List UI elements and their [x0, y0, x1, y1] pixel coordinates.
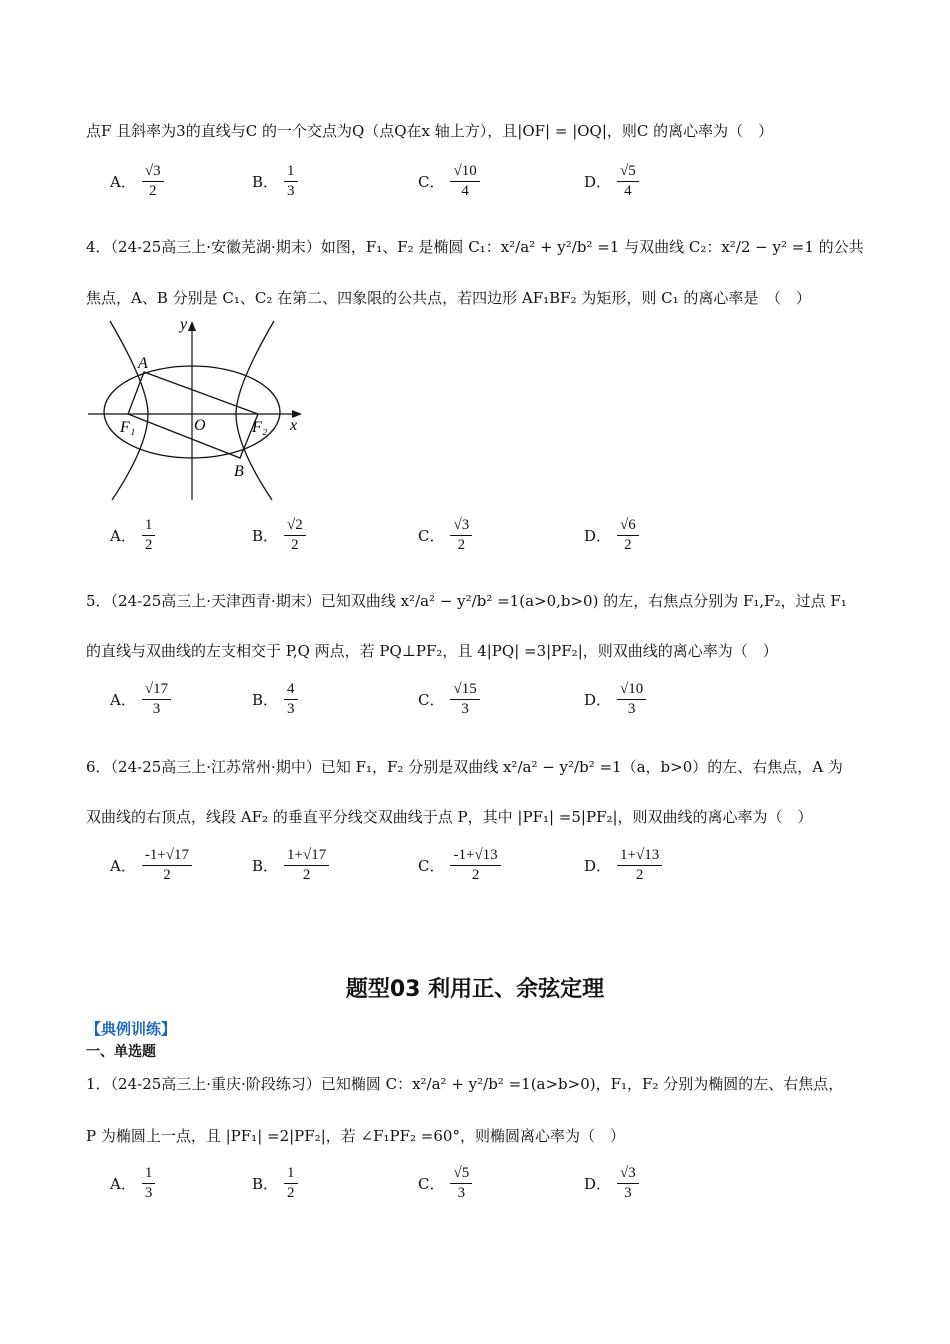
option-label: D．	[584, 173, 612, 192]
option-label: A．	[110, 857, 136, 876]
q4-option-b[interactable]	[252, 518, 306, 554]
option-fraction: $\frac{1}{3}$	[284, 164, 298, 200]
option-fraction: $\frac{1}{2}$	[142, 518, 156, 554]
option-fraction: $\frac{4}{3}$	[284, 682, 298, 718]
option-label: D．	[584, 1175, 612, 1194]
option-label: D．	[584, 527, 612, 546]
label-x: x	[290, 417, 298, 434]
q3-option-c[interactable]	[418, 164, 480, 200]
label-f2: F₂	[252, 419, 268, 436]
q6-option-b[interactable]	[252, 848, 329, 884]
option-label: C．	[418, 691, 445, 710]
y-axis-arrow	[188, 321, 196, 331]
option-fraction: $\frac{√6}{2}$	[617, 518, 639, 554]
q1-stem-line1: 1．（24-25高三上·重庆·阶段练习）已知椭圆 C：x²/a² + y²/b² =1(a>b>0)，F₁，F₂ 分别为椭圆的左、右焦点，	[86, 1075, 844, 1093]
q5-option-a[interactable]	[110, 682, 171, 718]
q5-stem-line2: 的直线与双曲线的左支相交于 P,Q 两点，若 PQ⊥PF₂，且 4|PQ| =3|PF₂|，则双曲线的离心率为（ ）	[86, 642, 778, 660]
option-fraction: $\frac{1}{2}$	[284, 1166, 298, 1202]
q6-option-c[interactable]	[418, 848, 501, 884]
q6-stem-line1: 6．（24-25高三上·江苏常州·期中）已知 F₁，F₂ 分别是双曲线 x²/a² − y²/b² =1（a，b>0）的左、右焦点，A 为	[86, 758, 843, 776]
q1-option-b[interactable]	[252, 1166, 298, 1202]
q1-stem-line2: P 为椭圆上一点，且 |PF₁| =2|PF₂|，若 ∠F₁PF₂ =60°，则椭圆离心率为（ ）	[86, 1127, 625, 1145]
q6-option-a[interactable]	[110, 848, 192, 884]
option-fraction: $\frac{√15}{3}$	[450, 682, 479, 718]
option-label: C．	[418, 527, 445, 546]
label-a: A	[138, 355, 148, 372]
option-fraction: $\frac{√2}{2}$	[284, 518, 306, 554]
q4-stem-line2: 焦点，A、B 分别是 C₁、C₂ 在第二、四象限的公共点，若四边形 AF₁BF₂ 为矩形，则 C₁ 的离心率是 （ ）	[86, 289, 811, 307]
option-label: B．	[252, 857, 279, 876]
option-label: B．	[252, 691, 279, 710]
label-f1: F₁	[120, 419, 136, 436]
q4-option-a[interactable]	[110, 518, 155, 554]
label-b: B	[234, 463, 244, 480]
q1-option-c[interactable]	[418, 1166, 472, 1202]
option-fraction: $\frac{√3}{2}$	[450, 518, 472, 554]
option-fraction: $\frac{√10}{4}$	[450, 164, 479, 200]
q3-option-d[interactable]	[584, 164, 639, 200]
option-label: C．	[418, 173, 445, 192]
q4-option-c[interactable]	[418, 518, 472, 554]
option-fraction: $\frac{-1+√17}{2}$	[142, 848, 192, 884]
q5-option-d[interactable]	[584, 682, 646, 718]
label-origin: O	[194, 417, 206, 434]
option-fraction: $\frac{√17}{3}$	[142, 682, 171, 718]
option-fraction: $\frac{√5}{4}$	[617, 164, 639, 200]
q5-option-c[interactable]	[418, 682, 480, 718]
option-fraction: $\frac{√3}{3}$	[617, 1166, 639, 1202]
q5-stem-line1: 5．（24-25高三上·天津西青·期末）已知双曲线 x²/a² − y²/b² =1(a>0,b>0) 的左，右焦点分别为 F₁,F₂，过点 F₁	[86, 592, 847, 610]
q4-figure-ellipse-hyperbola	[88, 316, 318, 506]
section-title: 题型03 利用正、余弦定理	[345, 977, 605, 1002]
option-fraction: $\frac{1+√13}{2}$	[617, 848, 662, 884]
option-label: C．	[418, 1175, 445, 1194]
q5-option-b[interactable]	[252, 682, 298, 718]
q3-option-a[interactable]	[110, 164, 164, 200]
examples-heading: 【典例训练】	[86, 1020, 177, 1038]
q4-option-d[interactable]	[584, 518, 639, 554]
option-fraction: $\frac{1}{3}$	[142, 1166, 156, 1202]
option-label: A．	[110, 1175, 136, 1194]
option-label: C．	[418, 857, 445, 876]
q6-stem-line2: 双曲线的右顶点，线段 AF₂ 的垂直平分线交双曲线于点 P，其中 |PF₁| =5|PF₂|，则双曲线的离心率为（ ）	[86, 808, 813, 826]
option-fraction: $\frac{√3}{2}$	[142, 164, 164, 200]
option-label: D．	[584, 857, 612, 876]
q3-option-b[interactable]	[252, 164, 298, 200]
option-fraction: $\frac{√10}{3}$	[617, 682, 646, 718]
label-y: y	[180, 316, 188, 333]
option-fraction: $\frac{-1+√13}{2}$	[450, 848, 500, 884]
option-label: B．	[252, 173, 279, 192]
option-label: A．	[110, 173, 136, 192]
q4-stem-line1: 4．（24-25高三上·安徽芜湖·期末）如图，F₁、F₂ 是椭圆 C₁：x²/a² + y²/b² =1 与双曲线 C₂：x²/2 − y² =1 的公共	[86, 238, 864, 256]
q3-stem: 点F 且斜率为3的直线与C 的一个交点为Q（点Q在x 轴上方），且|OF| = |OQ|，则C 的离心率为（ ）	[86, 122, 774, 140]
option-label: A．	[110, 527, 136, 546]
option-label: B．	[252, 1175, 279, 1194]
option-label: D．	[584, 691, 612, 710]
option-fraction: $\frac{√5}{3}$	[450, 1166, 472, 1202]
option-label: B．	[252, 527, 279, 546]
single-choice-heading: 一、单选题	[86, 1044, 156, 1060]
q6-option-d[interactable]	[584, 848, 662, 884]
q1-option-d[interactable]	[584, 1166, 639, 1202]
option-fraction: $\frac{1+√17}{2}$	[284, 848, 329, 884]
option-label: A．	[110, 691, 136, 710]
q1-option-a[interactable]	[110, 1166, 155, 1202]
